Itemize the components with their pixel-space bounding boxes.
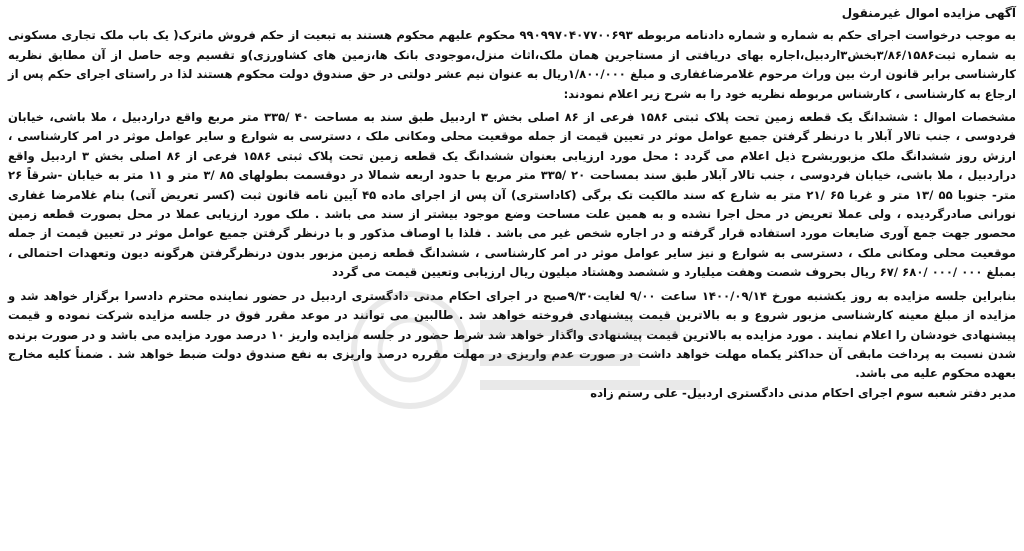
signature-line: مدیر دفتر شعبه سوم اجرای احکام مدنی دادگستری اردبیل- علی رستم زاده [590,385,1016,400]
intro-paragraph: به موجب درخواست اجرای حکم به شماره و شماره دادنامه مربوطه ۹۹۰۹۹۷۰۴۰۷۷۰۰۶۹۳ محکوم علیهم محکوم هستند به تبعیت از حکم فروش ماترک( یک باب ملک تجاری مسکونی به شماره ثبت۳/۸۶/۱۵۸۶بخش۳اردبیل،اجاره بهای دریافتی از مستاجرین همان ملک،اثاث منزل،موجودی بانک ها،زمین های کشاورزی)و تقسیم وجه حاصل از آن مطابق نظریه کارشناسی برابر قانون ارث بین وراث مرحوم غلامرضاغفاری و مبلغ ۱/۸۰۰/۰۰۰ریال به عنوان نیم عشر دولتی در حق صندوق دولت محکوم هستند لذا در راستای اجرای حکم پس از ارجاع به کارشناسی ، کارشناس مربوطه نظریه خود را به شرح زیر اعلام نمودند: [8,28,1017,101]
auction-details-paragraph: بنابراین جلسه مزایده به روز یکشنبه مورخ ۱۴۰۰/۰۹/۱۴ ساعت ۹/۰۰ لغایت۹/۳۰صبح در اجرای احکام مدنی دادگستری اردبیل در حضور نماینده محترم دادسرا برگزار خواهد شد و مزایده از مبلغ معینه کارشناسی مزبور شروع و به بالاترین قیمت پیشنهادی فروخته خواهد شد . طالبین می توانند در موعد مقرر فوق در جلسه مزایده شرکت نموده و قیمت پیشنهادی خودشان را اعلام نمایند . مورد مزایده به بالاترین قیمت پیشنهادی واگذار خواهد شد شرط حضور در جلسه مزایده واریز ۱۰ درصد مورد مزایده می باشد و در صورت برنده شدن نسبت به پرداخت مابقی آن حداکثر یکماه مهلت خواهد داشت در صورت عدم واریزی در مهلت مقرره درصد واریزی به نفع صندوق دولت ضبط خواهد شد . ضمناً کلیه مخارج بعهده محکوم علیه می باشد. [8,288,1017,381]
notice-title: آگهی مزایده اموال غیرمنقول [841,6,1016,20]
property-specs-paragraph: مشخصات اموال : ششدانگ یک قطعه زمین تحت پلاک ثبتی ۱۵۸۶ فرعی از ۸۶ اصلی بخش ۳ اردبیل طبق سند به مساحت ۴۰ /۳۳۵ متر مربع واقع دراردبیل ، ملا باشی، خیابان فردوسی ، جنب تالار آبلار با درنظر گرفتن جمیع عوامل موثر در تعیین قیمت از جمله موقعیت محلی ومکانی ملک ، دسترسی به شوارع و سایر عوامل موثر در امر کارشناسی ، ارزش روز ششدانگ ملک مزبوربشرح ذیل اعلام می گردد : محل مورد ارزیابی بعنوان ششدانگ یک قطعه زمین تحت پلاک ثبتی ۱۵۸۶ فرعی از ۸۶ اصلی بخش ۳ اردبیل واقع دراردبیل ، ملا باشی، خیابان فردوسی ، جنب تالار آبلار طبق سند بمساحت ۲۰ /۳۳۵ متر مربع با حدود اربعه شمالا در دوقسمت بطولهای ۸۵ /۳ متر و ۱۱ متر به خیابان -شرقاً ۲۶ متر- جنوبا ۵۵ /۱۳ متر و غربا ۶۵ /۲۱ متر به شارع که سند مالکیت تک برگی (کاداستری) آن پس از اجرای ماده ۴۵ آیین نامه قانون ثبت (کسر تعریض آتی) بنام غلامرضا غفاری نورانی صادرگردیده ، ولی عملا تعریض در محل اجرا نشده و به همین علت مساحت وضع موجود بیشتر از سند می باشد . ملک مورد ارزیابی عملا در محل بصورت قطعه زمین محصور جهت جمع آوری ضایعات مورد استفاده قرار گرفته و در اجاره شخص غیر می باشد . فلذا با اوصاف مذکور و با درنظر گرفتن جمیع عوامل موثر در تعیین قیمت از جمله موقعیت محلی ومکانی ملک ، دسترسی به شوارع و نیز سایر عوامل موثر در امر کارشناسی ، ششدانگ قطعه زمین مزبور بدون درنظرگرفتن هرگونه دیون وتعهدات احتمالی ، بمبلغ ۰۰۰ /۰۰۰ /۶۸۰ /۶۷ ریال بحروف شصت وهفت میلیارد و ششصد وهشتاد میلیون ریال ارزیابی وتعیین قیمت می گردد [8,110,1016,280]
